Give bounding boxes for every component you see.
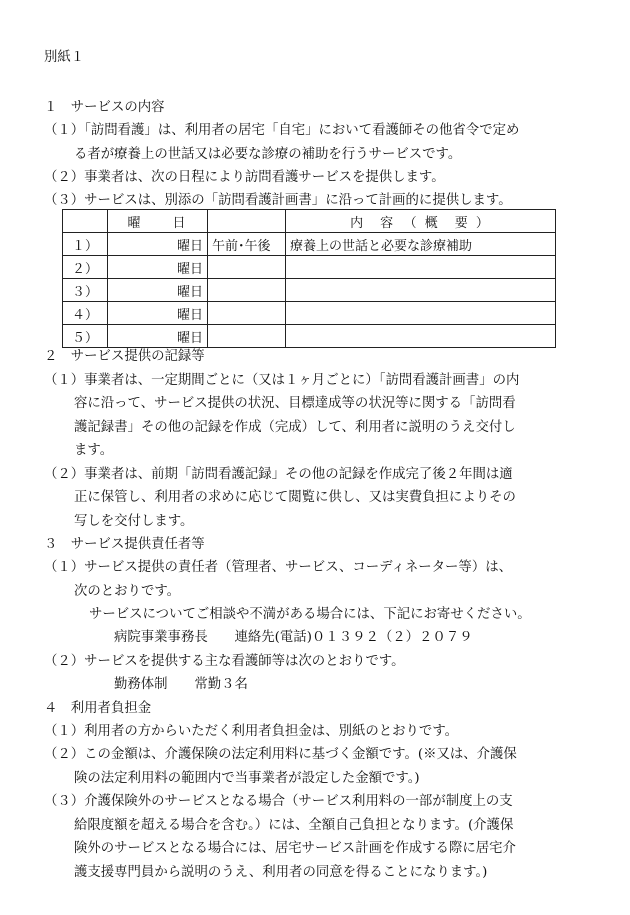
row-content <box>286 256 556 279</box>
row-content <box>286 279 556 302</box>
section-4-title: ４ 利用者負担金 <box>44 701 152 716</box>
row-number: １） <box>63 233 108 256</box>
section-2-item-2-line-3: 写しを交付します。 <box>74 514 194 529</box>
table-row <box>63 279 556 302</box>
header-number <box>63 210 108 233</box>
row-weekday: 曜日 <box>108 325 208 348</box>
section-1-item-2: （２）事業者は、次の日程により訪問看護サービスを提供します。 <box>44 170 445 185</box>
section-3-title: ３ サービス提供責任者等 <box>44 537 205 552</box>
row-time <box>208 256 286 279</box>
header-weekday: 曜 日 <box>108 210 208 233</box>
row-content <box>286 302 556 325</box>
row-number: ４） <box>63 302 108 325</box>
row-number: ２） <box>63 256 108 279</box>
section-2-item-2-line-2: 正に保管し、利用者の求めに応じて閲覧に供し、又は実費負担によりその <box>74 490 516 505</box>
row-weekday: 曜日 <box>108 256 208 279</box>
row-content: 療養上の世話と必要な診療補助 <box>286 233 556 256</box>
header-content: 内 容 （ 概 要 ） <box>286 210 556 233</box>
section-2-title: ２ サービス提供の記録等 <box>44 349 205 364</box>
row-number: ３） <box>63 279 108 302</box>
row-weekday: 曜日 <box>108 279 208 302</box>
section-1-item-3: （３）サービスは、別添の「訪問看護計画書」に沿って計画的に提供します。 <box>44 193 512 208</box>
section-3-item-2: （２）サービスを提供する主な看護師等は次のとおりです。 <box>44 654 405 669</box>
row-time <box>208 279 286 302</box>
attachment-heading: 別紙１ <box>44 50 85 65</box>
row-time <box>208 302 286 325</box>
section-2-item-1-line-4: ます。 <box>74 443 114 458</box>
section-1-item-1-line-1: （１）「訪問看護」は、利用者の居宅「自宅」において看護師その他省令で定め <box>44 123 520 138</box>
section-2-item-1-line-3: 護記録書」その他の記録を作成（完成）して、利用者に説明のうえ交付し <box>74 420 516 435</box>
header-time <box>208 210 286 233</box>
section-2-item-2-line-1: （２）事業者は、前期「訪問看護記録」その他の記録を作成完了後２年間は適 <box>44 467 513 482</box>
section-4-item-3-line-4: 護支援専門員から説明のうえ、利用者の同意を得ることになります。) <box>74 865 488 880</box>
row-content <box>286 325 556 348</box>
section-2-item-1-line-2: 容に沿って、サービス提供の状況、目標達成等の状況等に関する「訪問看 <box>74 396 516 411</box>
table-header-row <box>63 210 556 233</box>
section-3-contact-info: 病院事業事務長 連絡先(電話)０１３９２（２）２０７９ <box>114 630 473 645</box>
table-row <box>63 302 556 325</box>
section-4-item-3-line-2: 給限度額を超える場合を含む。）には、全額自己負担となります。(介護保 <box>74 818 514 833</box>
section-2-item-1-line-1: （１）事業者は、一定期間ごとに（又は１ヶ月ごとに）「訪問看護計画書」の内 <box>44 373 520 388</box>
table-row <box>63 325 556 348</box>
row-weekday: 曜日 <box>108 233 208 256</box>
section-3-item-1-line-2: 次のとおりです。 <box>74 584 181 599</box>
table-row <box>63 256 556 279</box>
section-1-title: １ サービスの内容 <box>44 100 165 115</box>
section-4-item-3-line-1: （３）介護保険外のサービスとなる場合（サービス利用料の一部が制度上の支 <box>44 794 513 809</box>
section-3-staffing: 勤務体制 常勤３名 <box>114 677 248 692</box>
table-row <box>63 233 556 256</box>
row-number: ５） <box>63 325 108 348</box>
row-time <box>208 325 286 348</box>
section-4-item-2-line-2: 険の法定利用料の範囲内で当事業者が設定した金額です。) <box>74 771 420 786</box>
section-4-item-1: （１）利用者の方からいただく利用者負担金は、別紙のとおりです。 <box>44 724 459 739</box>
section-4-item-3-line-3: 険外のサービスとなる場合には、居宅サービス計画を作成する際に居宅介 <box>74 841 516 856</box>
row-weekday: 曜日 <box>108 302 208 325</box>
visit-schedule-table <box>62 209 556 348</box>
section-3-item-1-line-1: （１）サービス提供の責任者（管理者、サービス、コーディネーター等）は、 <box>44 560 512 575</box>
section-4-item-2-line-1: （２）この金額は、介護保険の法定利用料に基づく金額です。(※又は、介護保 <box>44 747 517 762</box>
section-1-item-1-line-2: る者が療養上の世話又は必要な診療の補助を行うサービスです。 <box>74 147 462 162</box>
row-time: 午前･午後 <box>208 233 286 256</box>
section-3-contact-note: サービスについてご相談や不満がある場合には、下記にお寄せください。 <box>89 607 531 622</box>
